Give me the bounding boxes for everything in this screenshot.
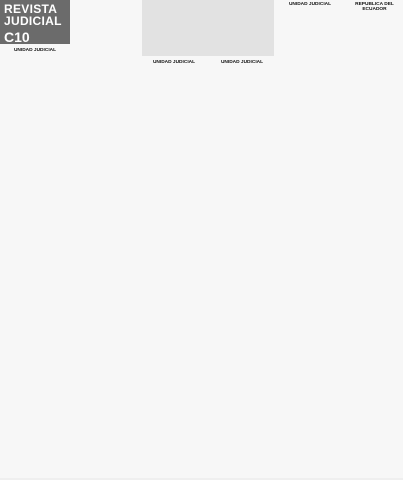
column-3-content (142, 58, 206, 480)
column-5 (278, 0, 342, 480)
column-3-heading: UNIDAD JUDICIAL (152, 60, 196, 65)
column-2-content (74, 0, 138, 480)
column-4 (210, 0, 274, 480)
column-1 (0, 0, 70, 480)
masthead-title-line-1: REVISTA (4, 2, 58, 16)
column-6 (346, 0, 403, 480)
column-4-heading: UNIDAD JUDICIAL (220, 60, 264, 65)
masthead-title-line-2: JUDICIAL (4, 14, 62, 28)
column-4-content (210, 58, 274, 480)
column-5-heading: UNIDAD JUDICIAL (288, 2, 332, 7)
column-6-heading: REPUBLICA DEL ECUADOR (355, 2, 394, 13)
column-1-content (0, 46, 70, 480)
page-number: C10 (4, 29, 30, 44)
column-1-heading: UNIDAD JUDICIAL (13, 48, 57, 53)
column-3 (142, 0, 206, 480)
column-2 (74, 0, 138, 480)
column-5-content (278, 0, 342, 480)
column-6-content (346, 0, 403, 480)
